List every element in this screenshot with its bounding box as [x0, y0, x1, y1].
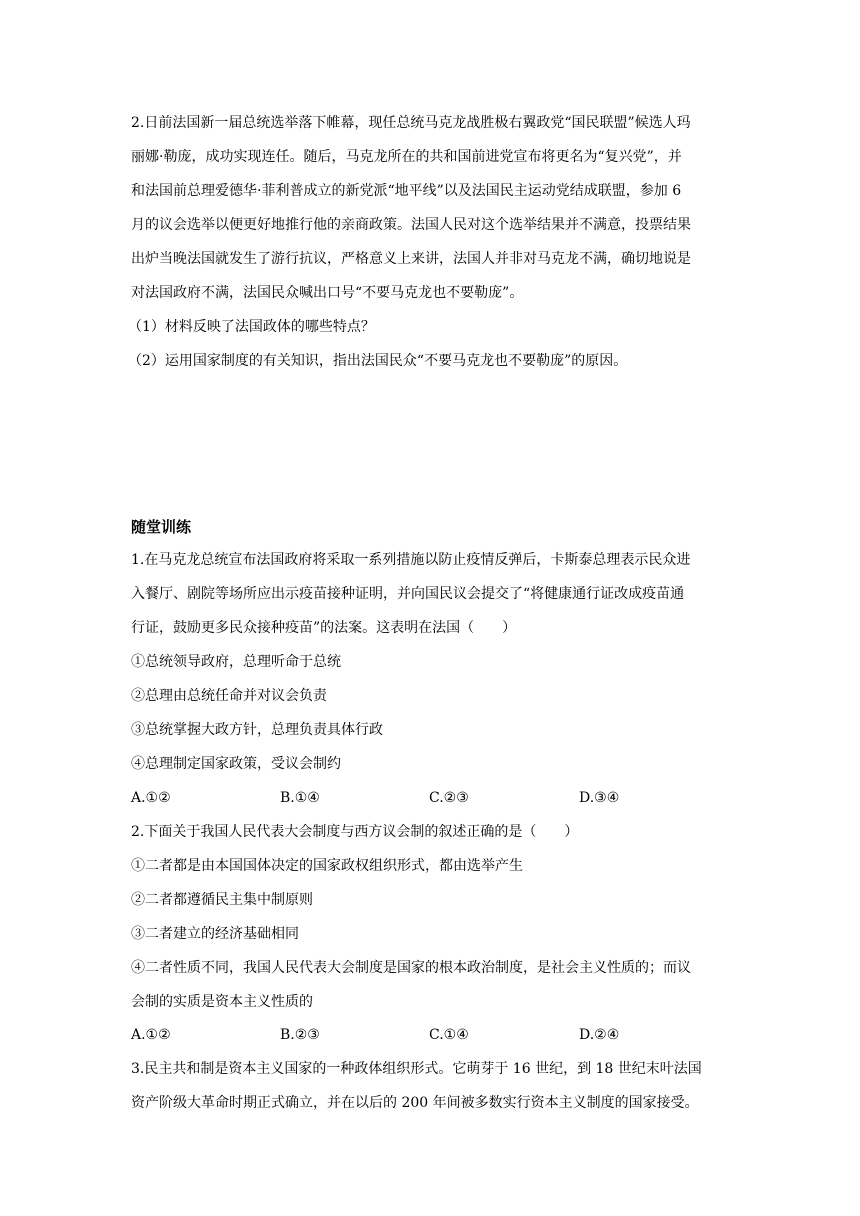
option-a: A.①② [131, 790, 171, 806]
option-c: C.①④ [429, 1027, 469, 1043]
option-a: A.①② [131, 1027, 171, 1043]
question-1-stem: 1.在马克龙总统宣布法国政府将采取一系列措施以防止疫情反弹后，卡斯泰总理表示民众进 [131, 552, 691, 568]
question-2-statement: ④二者性质不同，我国人民代表大会制度是国家的根本政治制度，是社会主义性质的；而议 [131, 960, 691, 976]
question-1-stem: 入餐厅、剧院等场所应出示疫苗接种证明，并向国民议会提交了“将健康通行证改成疫苗通 [131, 586, 685, 602]
question-2-statement: ①二者都是由本国国体决定的国家政权组织形式，都由选举产生 [131, 858, 523, 874]
question-3-stem: 资产阶级大革命时期正式确立，并在以后的 200 年间被多数实行资本主义制度的国家接受。 [131, 1095, 699, 1111]
question-1-stem: 行证，鼓励更多民众接种疫苗”的法案。这表明在法国（ ） [131, 620, 517, 636]
question-2-statement: ③二者建立的经济基础相同 [131, 926, 299, 942]
question-2-options [131, 1025, 741, 1045]
question-1-statement: ③总统掌握大政方针，总理负责具体行政 [131, 722, 383, 738]
question-3-stem: 3.民主共和制是资本主义国家的一种政体组织形式。它萌芽于 16 世纪，到 18 世纪末叶法国 [131, 1061, 702, 1077]
section-heading: 随堂训练 [131, 518, 192, 536]
question-1-statement: ④总理制定国家政策，受议会制约 [131, 756, 341, 772]
q2-material-line: 对法国政府不满，法国民众喊出口号“不要马克龙也不要勒庞”。 [131, 285, 524, 301]
question-1-statement: ①总统领导政府，总理听命于总统 [131, 654, 341, 670]
q2-material-line: 2.日前法国新一届总统选举落下帷幕，现任总统马克龙战胜极右翼政党“国民联盟”候选人玛 [131, 115, 691, 131]
option-b: B.②③ [280, 1027, 320, 1043]
q2-material-line: 出炉当晚法国就发生了游行抗议，严格意义上来讲，法国人并非对马克龙不满，确切地说是 [131, 251, 691, 267]
q2-subquestion-2: （2）运用国家制度的有关知识，指出法国民众“不要马克龙也不要勒庞”的原因。 [128, 353, 628, 369]
question-2-statement: ②二者都遵循民主集中制原则 [131, 892, 313, 908]
option-b: B.①④ [280, 790, 320, 806]
q2-material-line: 和法国前总理爱德华·菲利普成立的新党派“地平线”以及法国民主运动党结成联盟，参加 6 [131, 183, 682, 199]
option-d: D.③④ [579, 790, 620, 806]
q2-subquestion-1: （1）材料反映了法国政体的哪些特点？ [128, 319, 375, 335]
question-1-statement: ②总理由总统任命并对议会负责 [131, 688, 327, 704]
option-d: D.②④ [579, 1027, 620, 1043]
option-c: C.②③ [429, 790, 469, 806]
question-2-stem: 2.下面关于我国人民代表大会制度与西方议会制的叙述正确的是（ ） [131, 824, 579, 840]
q2-material-line: 月的议会选举以便更好地推行他的亲商政策。法国人民对这个选举结果并不满意，投票结果 [131, 217, 691, 233]
question-1-options [131, 788, 741, 808]
question-2-statement: 会制的实质是资本主义性质的 [131, 994, 313, 1010]
q2-material-line: 丽娜·勒庞，成功实现连任。随后，马克龙所在的共和国前进党宣布将更名为“复兴党”，并 [131, 149, 682, 165]
